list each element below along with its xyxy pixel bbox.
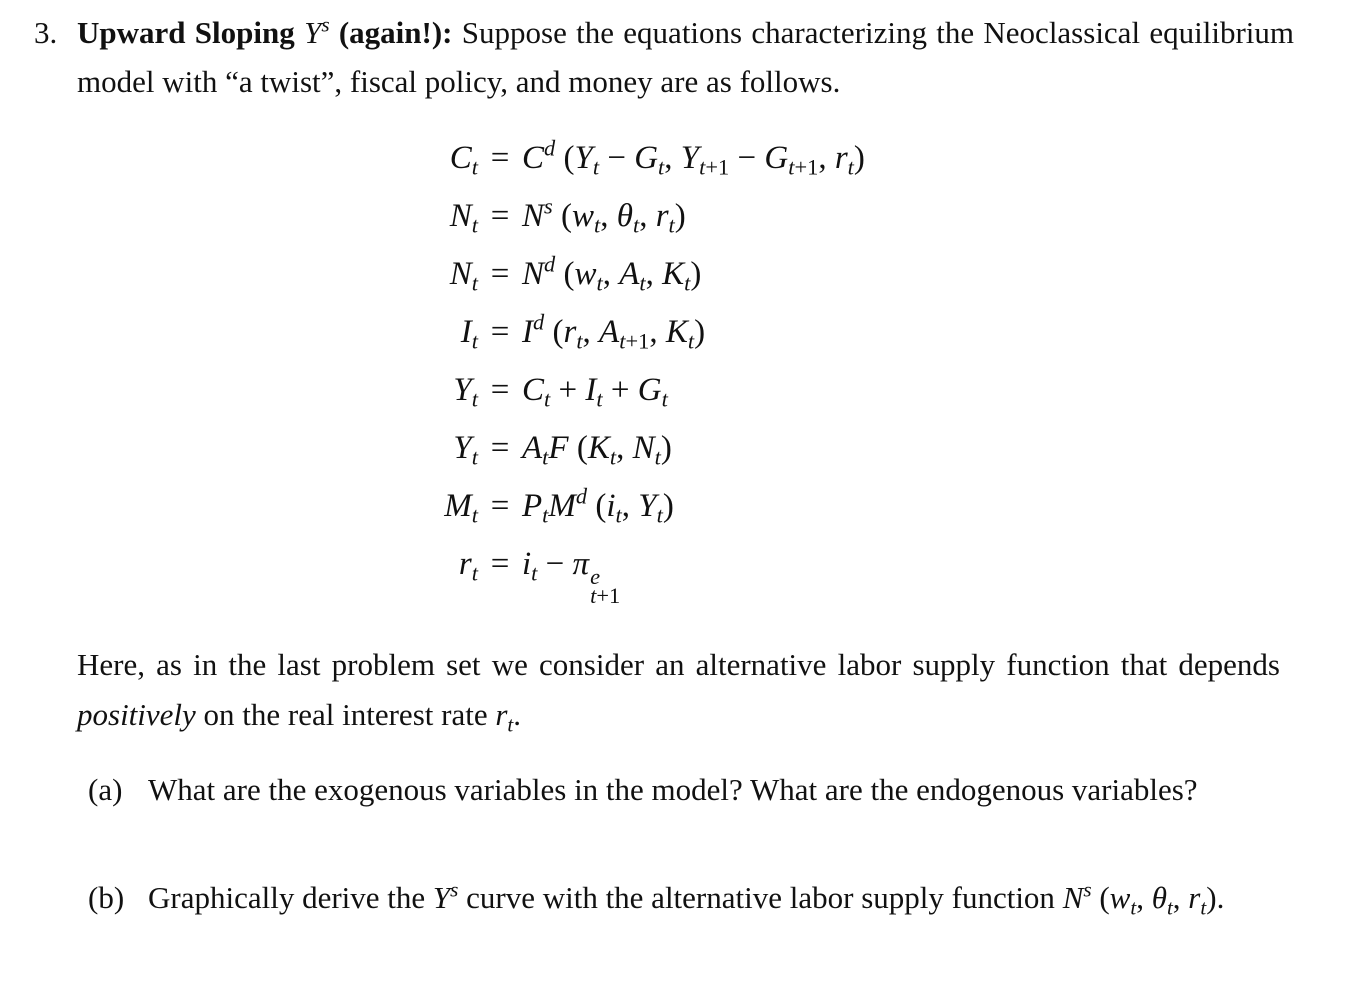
equation-rhs: $N^d$ ($w_t$, $A_t$, $K_t$) <box>522 251 702 296</box>
equation-rhs: $C_t + I_t + G_t$ <box>522 372 668 412</box>
equation-lhs: $C_t$ <box>449 140 478 180</box>
equation-rhs: $i_t - \pi$ e t+1 <box>522 546 621 609</box>
part-text: What are the exogenous variables in the model? What are the endogenous variables? <box>148 772 1198 807</box>
equation-money-demand <box>380 483 1000 546</box>
problem-intro-block <box>77 8 1294 106</box>
equals-sign: = <box>490 198 510 234</box>
equation-system <box>380 135 1000 609</box>
equation-investment <box>380 309 1000 372</box>
equals-sign: = <box>490 314 510 350</box>
output-supply-variable: $Y^s$ <box>432 877 459 915</box>
equation-labor-demand <box>380 251 1000 314</box>
equation-rhs: $P_tM^d$ ($i_t$, $Y_t$) <box>522 483 674 528</box>
equals-sign: = <box>490 372 510 408</box>
equation-rhs: $N^s$ ($w_t$, $\theta_t$, $r_t$) <box>522 193 686 238</box>
equals-sign: = <box>490 140 510 176</box>
title-variable: $Y^s$ <box>304 12 330 50</box>
equation-resource-constraint <box>380 372 1000 430</box>
equals-sign: = <box>490 488 510 524</box>
equation-labor-supply <box>380 193 1000 256</box>
problem-title: Upward Sloping <box>77 15 295 50</box>
explanatory-paragraph: Here, as in the last problem set we consider an alternative labor supply function that depends positively on the real interest rate $r_t$. <box>77 647 1280 737</box>
part-label: (a) <box>88 772 123 807</box>
equals-sign: = <box>490 430 510 466</box>
labor-supply-function: $N^s$ <box>1062 877 1092 915</box>
equation-lhs: $M_t$ <box>444 488 478 528</box>
problem-header <box>34 8 1294 106</box>
equation-lhs: $Y_t$ <box>453 430 478 470</box>
equation-lhs: $N_t$ <box>449 256 478 296</box>
part-text: Graphically derive the $Y^s$ curve with the alternative labor supply function $N^s$ ($w_t$, $\theta_t$, $r_t$). <box>148 877 1225 920</box>
part-label: (b) <box>88 880 125 915</box>
problem-intro: Suppose the equations characterizing the Neoclassical equilibrium model with “a twist”, fiscal policy, and money are as follows. <box>77 15 1294 99</box>
equation-rhs: $C^d$ ($Y_t - G_t$, $Y_{t+1} - G_{t+1}$, $r_t$) <box>522 135 865 180</box>
equation-lhs: $I_t$ <box>460 314 478 354</box>
function-arguments: ($w_t$, $\theta_t$, $r_t$) <box>1099 880 1217 920</box>
problem-number: 3. <box>34 15 58 50</box>
equation-fisher <box>380 546 1000 609</box>
question-part-a <box>88 765 1280 814</box>
question-part-b <box>88 873 1280 922</box>
equation-consumption <box>380 135 1000 198</box>
equation-lhs: $r_t$ <box>458 546 478 586</box>
equation-rhs: $A_tF$ ($K_t$, $N_t$) <box>522 430 672 470</box>
equation-lhs: $Y_t$ <box>453 372 478 412</box>
equation-production <box>380 430 1000 488</box>
problem-title-tail: (again!): <box>338 15 453 50</box>
equals-sign: = <box>490 546 510 582</box>
equals-sign: = <box>490 256 510 292</box>
equation-lhs: $N_t$ <box>449 198 478 238</box>
emphasis-text: positively <box>77 697 196 732</box>
interest-rate-variable: $r_t$ <box>495 697 514 737</box>
equation-rhs: $I^d$ ($r_t$, $A_{t+1}$, $K_t$) <box>522 309 706 354</box>
